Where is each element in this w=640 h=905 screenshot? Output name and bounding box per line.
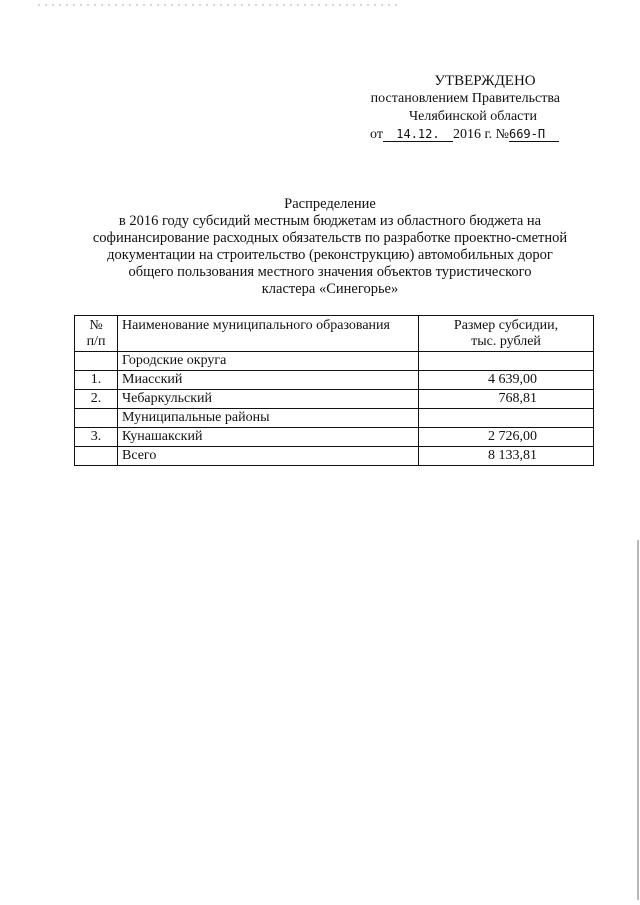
row-name: Всего xyxy=(118,447,419,466)
table-row-total xyxy=(75,447,594,466)
approval-prefix: от xyxy=(370,127,383,142)
title-line-3: софинансирование расходных обязательств по разработке проектно-сметной xyxy=(92,230,568,246)
approval-block xyxy=(360,72,600,144)
header-amount-line-1: Размер субсидии, xyxy=(453,318,559,333)
row-num: 2. xyxy=(75,390,118,409)
approval-heading: УТВЕРЖДЕНО xyxy=(434,73,536,89)
title-line-2: в 2016 году субсидий местным бюджетам из областного бюджета на xyxy=(118,213,542,229)
approval-number: 669-П xyxy=(509,127,559,142)
table-row xyxy=(75,390,594,409)
header-name: Наименование муниципального образования xyxy=(118,316,419,352)
row-amount xyxy=(419,409,594,428)
table-row xyxy=(75,352,594,371)
header-amount xyxy=(419,316,594,352)
row-num xyxy=(75,409,118,428)
approval-date: 14.12. xyxy=(383,127,453,142)
table-row xyxy=(75,409,594,428)
table-row xyxy=(75,371,594,390)
approval-line-1: постановлением Правительства xyxy=(370,91,560,106)
row-num: 3. xyxy=(75,428,118,447)
row-amount: 8 133,81 xyxy=(419,447,594,466)
approval-line-2: Челябинской области xyxy=(409,109,537,124)
title-line-5: общего пользования местного значения объектов туристического xyxy=(128,264,532,280)
row-amount: 4 639,00 xyxy=(419,371,594,390)
row-num xyxy=(75,447,118,466)
header-num-line-1: № xyxy=(89,318,103,333)
row-name: Миасский xyxy=(118,371,419,390)
row-amount: 768,81 xyxy=(419,390,594,409)
table-row xyxy=(75,428,594,447)
row-name: Кунашакский xyxy=(118,428,419,447)
approval-date-line xyxy=(370,126,600,144)
table-header-row xyxy=(75,316,594,352)
row-amount: 2 726,00 xyxy=(419,428,594,447)
approval-year: 2016 г. № xyxy=(452,127,509,142)
scan-edge xyxy=(637,540,639,900)
header-amount-line-2: тыс. рублей xyxy=(471,334,541,349)
distribution-table xyxy=(74,315,594,466)
row-num xyxy=(75,352,118,371)
row-name: Городские округа xyxy=(118,352,419,371)
row-name: Чебаркульский xyxy=(118,390,419,409)
row-name: Муниципальные районы xyxy=(118,409,419,428)
row-num: 1. xyxy=(75,371,118,390)
header-num-line-2: п/п xyxy=(86,334,106,349)
scan-artifact xyxy=(38,4,398,6)
title-line-4: документации на строительство (реконструкцию) автомобильных дорог xyxy=(107,247,553,263)
row-amount xyxy=(419,352,594,371)
header-num xyxy=(75,316,118,352)
document-title xyxy=(80,196,580,298)
title-line-6: кластера «Синегорье» xyxy=(261,281,399,297)
title-line-1: Распределение xyxy=(284,196,376,212)
